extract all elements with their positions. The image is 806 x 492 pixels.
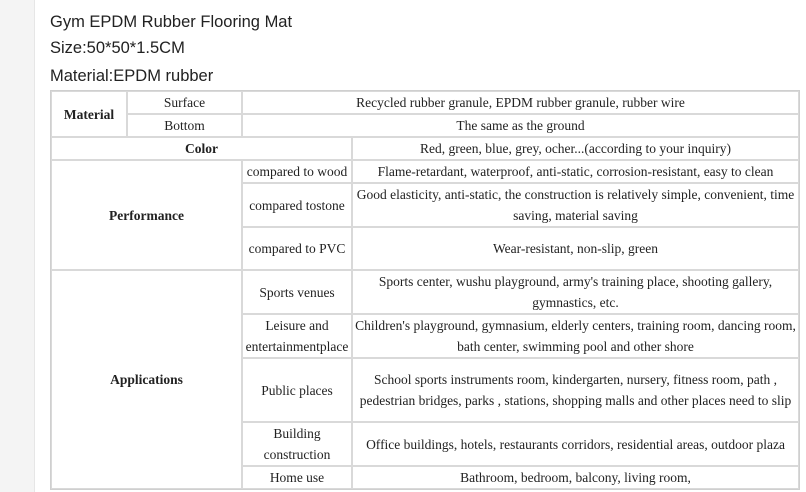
bottom-value-cell: The same as the ground bbox=[242, 114, 799, 137]
application-label-cell: Leisure and entertainmentplace bbox=[242, 314, 352, 358]
table-row bbox=[51, 114, 799, 137]
performance-label-cell: compared tostone bbox=[242, 183, 352, 227]
application-label-cell: Building construction bbox=[242, 422, 352, 466]
table-row bbox=[51, 160, 799, 183]
application-value-cell: Office buildings, hotels, restaurants corridors, residential areas, outdoor plaza bbox=[352, 422, 799, 466]
performance-label-cell: compared to PVC bbox=[242, 227, 352, 270]
surface-label-cell: Surface bbox=[127, 91, 242, 114]
color-header-cell: Color bbox=[51, 137, 352, 160]
performance-value-cell: Flame-retardant, waterproof, anti-static, corrosion-resistant, easy to clean bbox=[352, 160, 799, 183]
product-description bbox=[50, 0, 806, 492]
performance-value-cell: Good elasticity, anti-static, the construction is relatively simple, convenient, time saving, material saving bbox=[352, 183, 799, 227]
performance-header-cell: Performance bbox=[51, 160, 242, 270]
application-label-cell: Public places bbox=[242, 358, 352, 422]
material-header-cell: Material bbox=[51, 91, 127, 137]
application-label-cell: Sports venues bbox=[242, 270, 352, 314]
application-value-cell: Sports center, wushu playground, army's training place, shooting gallery, gymnastics, etc. bbox=[352, 270, 799, 314]
table-row bbox=[51, 91, 799, 114]
surface-value-cell: Recycled rubber granule, EPDM rubber granule, rubber wire bbox=[242, 91, 799, 114]
application-value-cell: Bathroom, bedroom, balcony, living room, bbox=[352, 466, 799, 489]
application-value-cell: School sports instruments room, kindergarten, nursery, fitness room, path , pedestrian bridges, parks , stations, shopping malls and other places need to slip bbox=[352, 358, 799, 422]
product-title: Gym EPDM Rubber Flooring Mat bbox=[50, 13, 293, 31]
table-row bbox=[51, 137, 799, 160]
left-margin-band bbox=[0, 0, 35, 492]
color-value-cell: Red, green, blue, grey, ocher...(according to your inquiry) bbox=[352, 137, 799, 160]
table-row bbox=[51, 270, 799, 314]
application-value-cell: Children's playground, gymnasium, elderly centers, training room, dancing room, bath center, swimming pool and other shore bbox=[352, 314, 799, 358]
performance-label-cell: compared to wood bbox=[242, 160, 352, 183]
performance-value-cell: Wear-resistant, non-slip, green bbox=[352, 227, 799, 270]
applications-header-cell: Applications bbox=[51, 270, 242, 489]
bottom-label-cell: Bottom bbox=[127, 114, 242, 137]
application-label-cell: Home use bbox=[242, 466, 352, 489]
product-size: Size:50*50*1.5CM bbox=[50, 39, 185, 57]
specification-table bbox=[50, 90, 800, 490]
product-material: Material:EPDM rubber bbox=[50, 67, 214, 85]
